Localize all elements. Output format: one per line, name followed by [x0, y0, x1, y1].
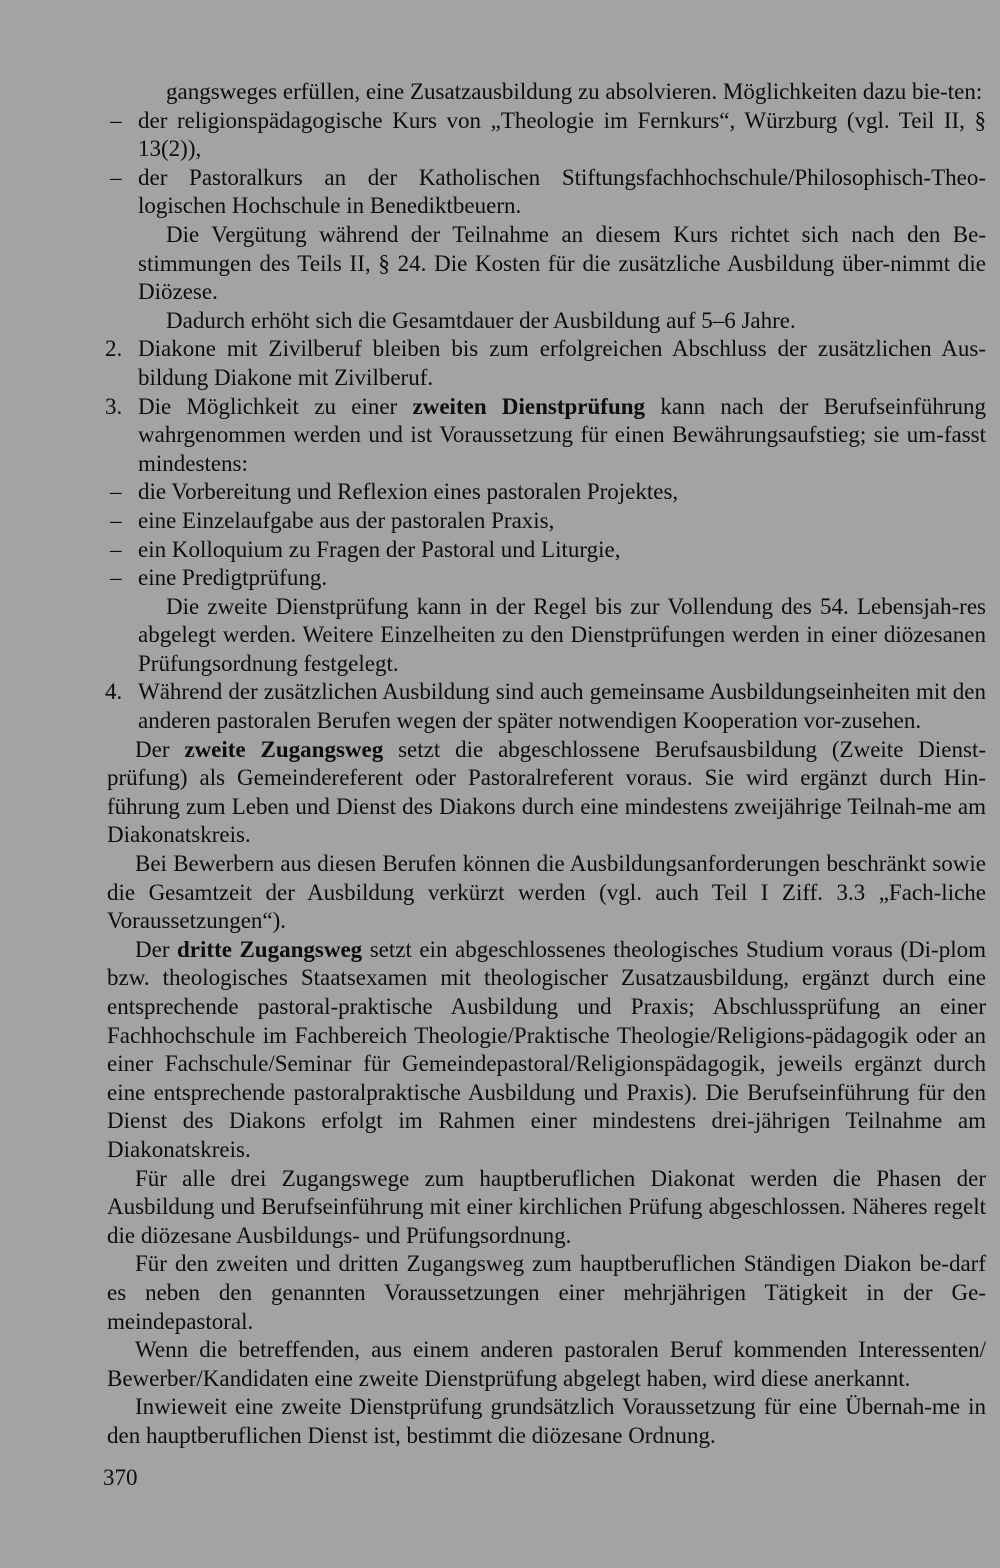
list-item: – eine Predigtprüfung.: [107, 564, 986, 593]
emphasis-term: dritte Zugangsweg: [177, 936, 363, 962]
list-item: – eine Einzelaufgabe aus der pastoralen Praxis,: [107, 507, 986, 536]
item-number: 2.: [105, 336, 123, 362]
list-item: – der religionspädagogische Kurs von „Theologie im Fernkurs“, Würzburg (vgl. Teil II, § 13(2)),: [107, 107, 986, 164]
paragraph-item3-note: Die zweite Dienstprüfung kann in der Regel bis zur Vollendung des 54. Lebensjah-res abgelegt werden. Weitere Einzelheiten zu den Dienstprüfungen werden in einer diözesanen Prüfungsordnung festgelegt.: [138, 593, 986, 676]
paragraph-alle-drei: Für alle drei Zugangswege zum hauptberuflichen Diakonat werden die Phasen der Ausbildung und Berufseinführung mit einer kirchlichen Prüfung abgeschlossen. Näheres regelt die diözesane Ausbildungs- und Prüfungsordnung.: [107, 1165, 986, 1248]
text-segment: Der: [135, 736, 185, 762]
paragraph-dritter-zugangsweg: [107, 936, 986, 1165]
item-number: 3.: [105, 393, 123, 419]
emphasis-term: zweiten Dienstprüfung: [412, 393, 646, 419]
paragraph-zweiter-zugangsweg: [107, 736, 986, 850]
item-text-pre: Die Möglichkeit zu einer: [138, 393, 413, 419]
list-item: – ein Kolloquium zu Fragen der Pastoral und Liturgie,: [107, 536, 986, 565]
paragraph-inwieweit: Inwieweit eine zweite Dienstprüfung grundsätzlich Voraussetzung für eine Übernah-me in den hauptberuflichen Dienst ist, bestimmt die diözesane Ordnung.: [107, 1394, 986, 1448]
text-segment: setzt die abgeschlossene Berufsausbildung (Zweite Dienst-prüfung) als Gemeindereferent oder Pastoralreferent voraus. Sie wird ergänzt durch Hin-führung zum Leben und Dienst des Diakons durch eine mindestens zweijährige Teilnah-me am Diakonatskreis.: [107, 736, 986, 848]
paragraph-verguetung: Die Vergütung während der Teilnahme an diesem Kurs richtet sich nach den Be-stimmungen des Teils II, § 24. Die Kosten für die zusätzliche Ausbildung über-nimmt die Diözese.: [138, 221, 986, 305]
numbered-item-3: [107, 393, 986, 479]
text-segment: Der: [135, 936, 178, 962]
item-text: Während der zusätzlichen Ausbildung sind auch gemeinsame Ausbildungseinheiten mit den anderen pastoralen Berufen wegen der später notwendigen Kooperation vor-zusehen.: [138, 679, 986, 734]
body-text: [107, 78, 986, 1451]
emphasis-term: zweite Zugangsweg: [184, 736, 384, 762]
paragraph-wenn: Wenn die betreffenden, aus einem anderen pastoralen Beruf kommenden Interessenten/ Bewerber/Kandidaten eine zweite Dienstprüfung abgelegt haben, wird diese anerkannt.: [107, 1337, 986, 1391]
page-number: 370: [103, 1465, 138, 1490]
item-text-post: kann nach der Berufseinführung wahrgenommen werden und ist Voraussetzung für einen Bewährungsaufstieg; sie um-fasst mindestens:: [138, 393, 986, 476]
paragraph-bewerber: Bei Bewerbern aus diesen Berufen können die Ausbildungsanforderungen beschränkt sowie die Gesamtzeit der Ausbildung verkürzt werden (vgl. auch Teil I Ziff. 3.3 „Fach-liche Voraussetzungen“).: [107, 851, 986, 934]
paragraph-zweiten-dritten: Für den zweiten und dritten Zugangsweg zum hauptberuflichen Ständigen Diakon be-darf es neben den genannten Voraussetzungen einer mehrjährigen Tätigkeit in der Ge-meindepastoral.: [107, 1251, 986, 1334]
paragraph-dauer: Dadurch erhöht sich die Gesamtdauer der Ausbildung auf 5–6 Jahre.: [166, 307, 796, 333]
item-number: 4.: [105, 679, 123, 705]
list-item: – der Pastoralkurs an der Katholischen Stiftungsfachhochschule/Philosophisch-Theo-logischen Hochschule in Benediktbeuern.: [107, 164, 986, 221]
item-text: Diakone mit Zivilberuf bleiben bis zum erfolgreichen Abschluss der zusätzlichen Aus-bildung Diakone mit Zivilberuf.: [138, 336, 986, 390]
numbered-item-2: [107, 335, 986, 392]
list-item: – die Vorbereitung und Reflexion eines pastoralen Projektes,: [107, 478, 986, 507]
numbered-item-4: [107, 678, 986, 735]
text-segment: setzt ein abgeschlossenes theologisches Studium voraus (Di-plom bzw. theologisches Staatsexamen mit theologischer Zusatzausbildung, ergänzt durch eine entsprechende pastoral-praktische Ausbildung und Praxis; Abschlussprüfung an einer Fachhochschule im Fachbereich Theologie/Praktische Theologie/Religions-pädagogik oder an einer Fachschule/Seminar für Gemeindepastoral/Religionspädagogik, jeweils ergänzt durch eine entsprechende pastoralpraktische Ausbildung und Praxis). Die Berufseinführung für den Dienst des Diakons erfolgt im Rahmen einer mindestens drei-jährigen Teilnahme am Diakonatskreis.: [107, 936, 986, 1162]
paragraph-intro: gangsweges erfüllen, eine Zusatzausbildung zu absolvieren. Möglichkeiten dazu bie-ten:: [166, 79, 983, 104]
